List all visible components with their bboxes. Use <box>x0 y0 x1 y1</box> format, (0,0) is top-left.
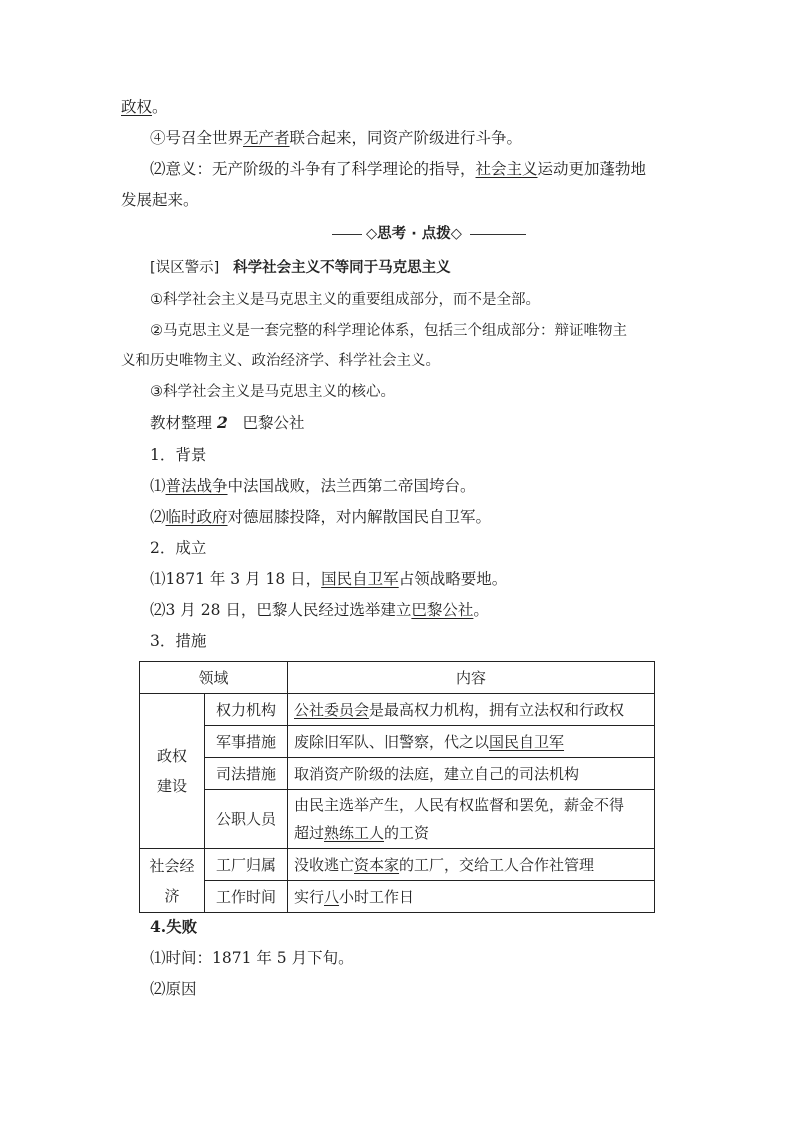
table-row <box>140 849 655 881</box>
row-content <box>288 694 655 726</box>
row-subfield: 工作时间 <box>205 881 288 913</box>
warning-tag: [误区警示] <box>150 260 220 276</box>
underlined-term: 国民自卫军 <box>321 570 399 588</box>
row-content <box>288 790 655 849</box>
divider-rule-left <box>332 234 362 235</box>
founding-heading: 2．成立 <box>150 539 207 557</box>
text: 没收逃亡 <box>294 855 355 874</box>
text: 超过 <box>294 824 325 842</box>
text: 。 <box>473 601 489 619</box>
background-item-1 <box>150 476 476 496</box>
underlined-term: 资本家 <box>354 855 400 874</box>
warning-item: 义和历史唯物主义、政治经济学、科学社会主义。 <box>121 353 440 369</box>
founding-item-2 <box>150 600 489 620</box>
underlined-term: 公社委员会 <box>294 700 370 719</box>
text: 的工厂，交给工人合作社管理 <box>399 855 595 874</box>
failure-heading: 4.失败 <box>150 917 198 936</box>
divider-title: ◇思考 · 点拨◇ <box>366 226 462 242</box>
table-row <box>140 790 655 849</box>
table-row <box>140 758 655 790</box>
cont-line-4: 发展起来。 <box>121 191 199 209</box>
text: 对德屈膝投降，对内解散国民自卫军。 <box>227 508 492 526</box>
row-subfield: 司法措施 <box>205 758 288 790</box>
section-divider <box>332 224 526 244</box>
text: 由民主选举产生，人民有权监督和罢免，薪金不得 <box>294 796 625 814</box>
group-politics: 政权 建设 <box>140 694 205 849</box>
underlined-term: 八 <box>324 887 340 906</box>
row-content <box>288 726 655 758</box>
text: ⑵3 月 28 日，巴黎人民经过选举建立 <box>150 601 412 619</box>
underlined-term: 熟练工人 <box>324 824 385 842</box>
table-row <box>140 726 655 758</box>
founding-item-1 <box>150 569 507 589</box>
text: 的工资 <box>384 824 430 842</box>
text: ⑵意义：无产阶级的斗争有了科学理论的指导， <box>150 160 476 178</box>
row-content <box>288 849 655 881</box>
text: 占领战略要地。 <box>398 570 508 588</box>
section-label: 教材整理 <box>150 414 213 432</box>
group-economy: 社会经 济 <box>140 849 205 913</box>
measures-table <box>139 661 655 913</box>
underlined-term: 无产者 <box>243 129 290 147</box>
row-content: 取消资产阶级的法庭，建立自己的司法机构 <box>288 758 655 790</box>
row-subfield: 权力机构 <box>205 694 288 726</box>
text: 小时工作日 <box>339 887 415 906</box>
section-number: 2 <box>216 413 228 432</box>
warning-item: ①科学社会主义是马克思主义的重要组成部分，而不是全部。 <box>150 292 540 308</box>
underlined-term: 政权 <box>121 98 153 116</box>
section-heading <box>150 413 305 433</box>
cont-line-2 <box>150 128 522 148</box>
divider-rule-right <box>470 234 526 235</box>
failure-item-1: ⑴时间：1871 年 5 月下旬。 <box>150 949 354 967</box>
underlined-term: 普法战争 <box>165 477 228 495</box>
warning-item: ②马克思主义是一套完整的科学理论体系，包括三个组成部分：辩证唯物主 <box>150 323 627 339</box>
text: ④号召全世界 <box>150 129 244 147</box>
text: 联合起来，同资产阶级进行斗争。 <box>289 129 523 147</box>
underlined-term: 国民自卫军 <box>489 732 565 751</box>
underlined-term: 社会主义 <box>475 160 538 178</box>
background-item-2 <box>150 507 491 527</box>
header-field: 领域 <box>140 662 288 694</box>
measures-heading: 3．措施 <box>150 632 207 650</box>
underlined-term: 巴黎公社 <box>411 601 474 619</box>
warning-title: 科学社会主义不等同于马克思主义 <box>233 260 451 276</box>
text: ⑴1871 年 3 月 18 日， <box>150 570 322 588</box>
warning-item: ③科学社会主义是马克思主义的核心。 <box>150 384 395 400</box>
row-content <box>288 881 655 913</box>
text: 废除旧军队、旧警察，代之以 <box>294 732 490 751</box>
text: ⑴ <box>150 477 166 495</box>
section-title: 巴黎公社 <box>242 414 305 432</box>
text: 。 <box>152 98 168 116</box>
header-content: 内容 <box>288 662 655 694</box>
text: 中法国战败，法兰西第二帝国垮台。 <box>227 477 476 495</box>
row-subfield: 工厂归属 <box>205 849 288 881</box>
row-subfield: 军事措施 <box>205 726 288 758</box>
cont-line-1 <box>121 97 168 117</box>
text: 是最高权力机构，拥有立法权和行政权 <box>369 700 625 719</box>
cont-line-3 <box>150 159 646 179</box>
text: ⑵ <box>150 508 166 526</box>
table-header-row <box>140 662 655 694</box>
failure-item-2: ⑵原因 <box>150 980 197 998</box>
background-heading: 1．背景 <box>150 446 207 464</box>
table-row <box>140 694 655 726</box>
text: 运动更加蓬勃地 <box>537 160 647 178</box>
underlined-term: 临时政府 <box>165 508 228 526</box>
warning-heading <box>150 258 451 278</box>
table-row <box>140 881 655 913</box>
text: 实行 <box>294 887 325 906</box>
row-subfield: 公职人员 <box>205 790 288 849</box>
